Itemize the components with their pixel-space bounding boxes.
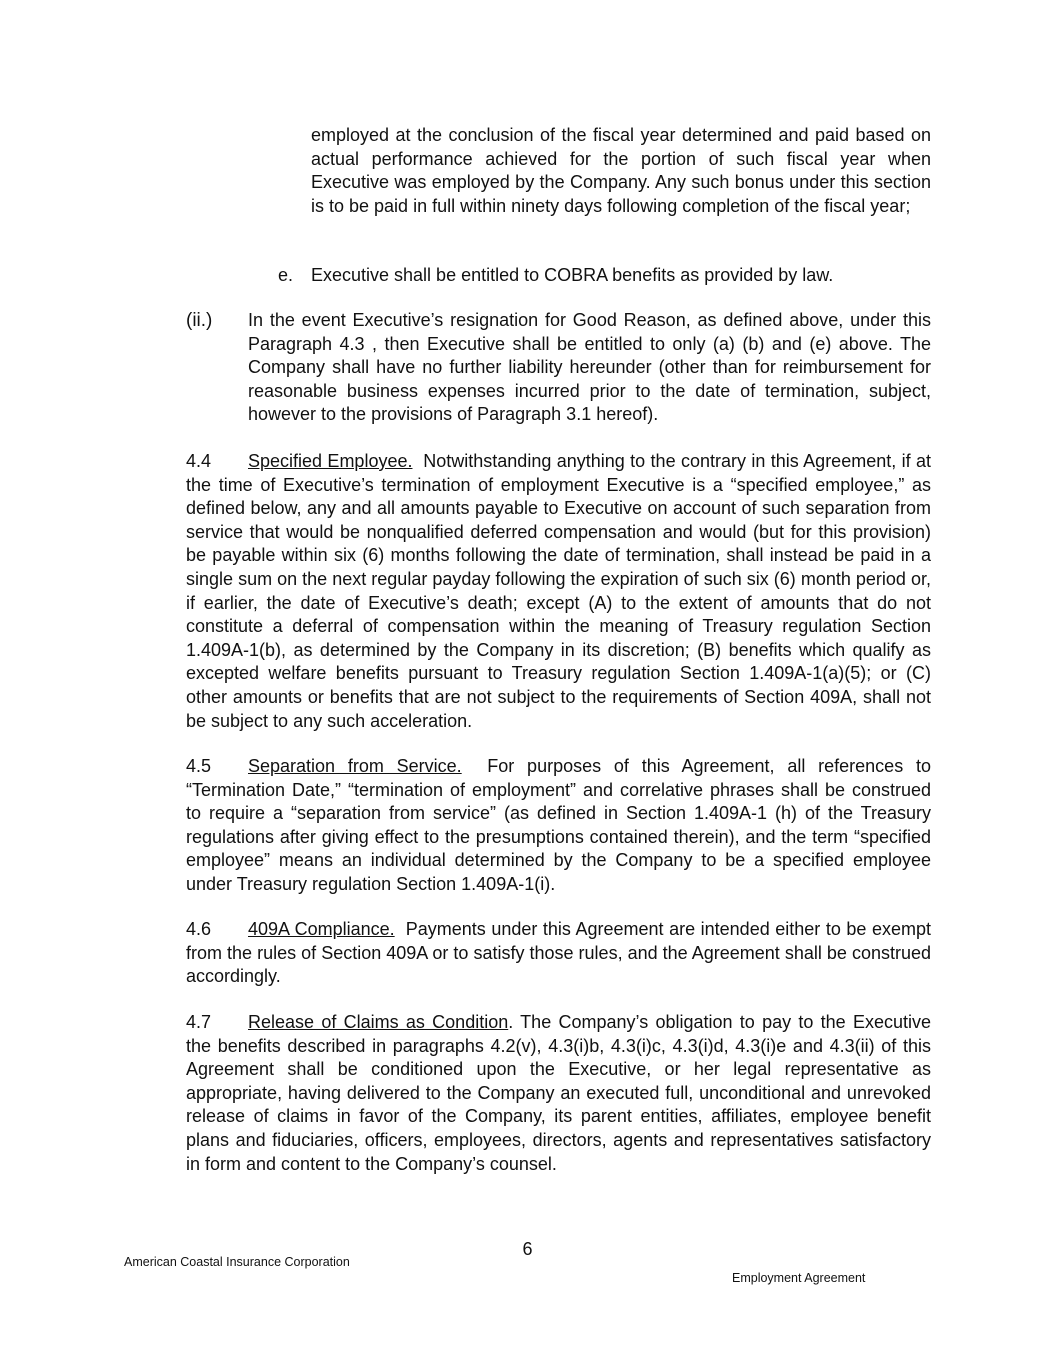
- section-title: Specified Employee.: [248, 451, 413, 471]
- subsection-ii-marker: (ii.): [186, 310, 213, 331]
- section-number: 4.4: [186, 451, 212, 471]
- paragraph-d-continuation: employed at the conclusion of the fiscal year determined and paid based on actual performance achieved for the portion of such fiscal year when Executive was employed by the Company. Any such bonus under this section is to be paid in full within ninety days following completion of the fiscal year;: [311, 125, 931, 216]
- section-number: 4.5: [186, 756, 212, 776]
- footer-document-title: Employment Agreement: [732, 1271, 866, 1285]
- section-body: Payments under this Agreement are intended either to be exempt from the rules of Section 409A or to satisfy those rules, and the Agreement shall be construed accordingly.: [186, 919, 931, 987]
- section-4-6: [186, 918, 931, 989]
- section-body: . The Company’s obligation to pay to the Executive the benefits described in paragraphs 4.2(v), 4.3(i)b, 4.3(i)c, 4.3(i)d, 4.3(i)e and 4.3(ii) of this Agreement shall be conditioned upon the Executive, or her legal representative as appropriate, having delivered to the Company an executed full, unconditional and unrevoked release of claims in favor of the Company, its parent entities, affiliates, employee benefit plans and fiduciaries, officers, employees, directors, agents and representatives satisfactory in form and content to the Company’s counsel.: [186, 1012, 932, 1174]
- section-4-7: [186, 1011, 931, 1176]
- subsection-ii-text: In the event Executive’s resignation for Good Reason, as defined above, under this Paragraph 4.3 , then Executive shall be entitled to only (a) (b) and (e) above. The Company shall have no further liability hereunder (other than for reimbursement for reasonable business expenses incurred prior to the date of termination, subject, however to the provisions of Paragraph 3.1 hereof).: [248, 310, 931, 425]
- section-number: 4.7: [186, 1012, 212, 1032]
- section-title: Separation from Service.: [248, 756, 462, 776]
- section-number: 4.6: [186, 919, 212, 939]
- subsection-ii: [186, 309, 931, 427]
- section-4-5: [186, 755, 931, 897]
- section-title: Release of Claims as Condition: [248, 1012, 509, 1032]
- section-body: Notwithstanding anything to the contrary in this Agreement, if at the time of Executive’s termination of employment Executive is a “specified employee,” as defined below, any and all amounts payable to Executive on account of such separation from service that would be nonqualified deferred compensation and would (but for this provision) be payable within six (6) months following the date of termination, shall instead be paid in a single sum on the next regular payday following the expiration of such six (6) month period or, if earlier, the date of Executive’s death; except (A) to the extent of amounts that do not constitute a deferral of compensation within the meaning of Treasury regulation Section 1.409A-1(b), as determined by the Company in its discretion; (B) benefits which qualify as excepted welfare benefits pursuant to Treasury regulation Section 1.409A-1(a)(5); or (C) other amounts or benefits that are not subject to the requirements of Section 409A, shall not be subject to any such acceleration.: [186, 451, 932, 731]
- list-item-e-text: Executive shall be entitled to COBRA benefits as provided by law.: [311, 265, 834, 285]
- list-item-e: [278, 264, 931, 288]
- footer-company-name: American Coastal Insurance Corporation: [124, 1255, 350, 1269]
- section-4-4: [186, 450, 931, 733]
- section-title: 409A Compliance.: [248, 919, 395, 939]
- section-body: For purposes of this Agreement, all references to “Termination Date,” “termination of employment” and correlative phrases shall be construed to require a “separation from service” (as defined in Section 1.409A-1 (h) of the Treasury regulations after giving effect to the presumptions contained therein), and the term “specified employee” means an individual determined by the Company to be a specified employee under Treasury regulation Section 1.409A-1(i).: [186, 756, 931, 894]
- page-number: 6: [522, 1239, 533, 1259]
- list-marker-e: e.: [278, 265, 294, 285]
